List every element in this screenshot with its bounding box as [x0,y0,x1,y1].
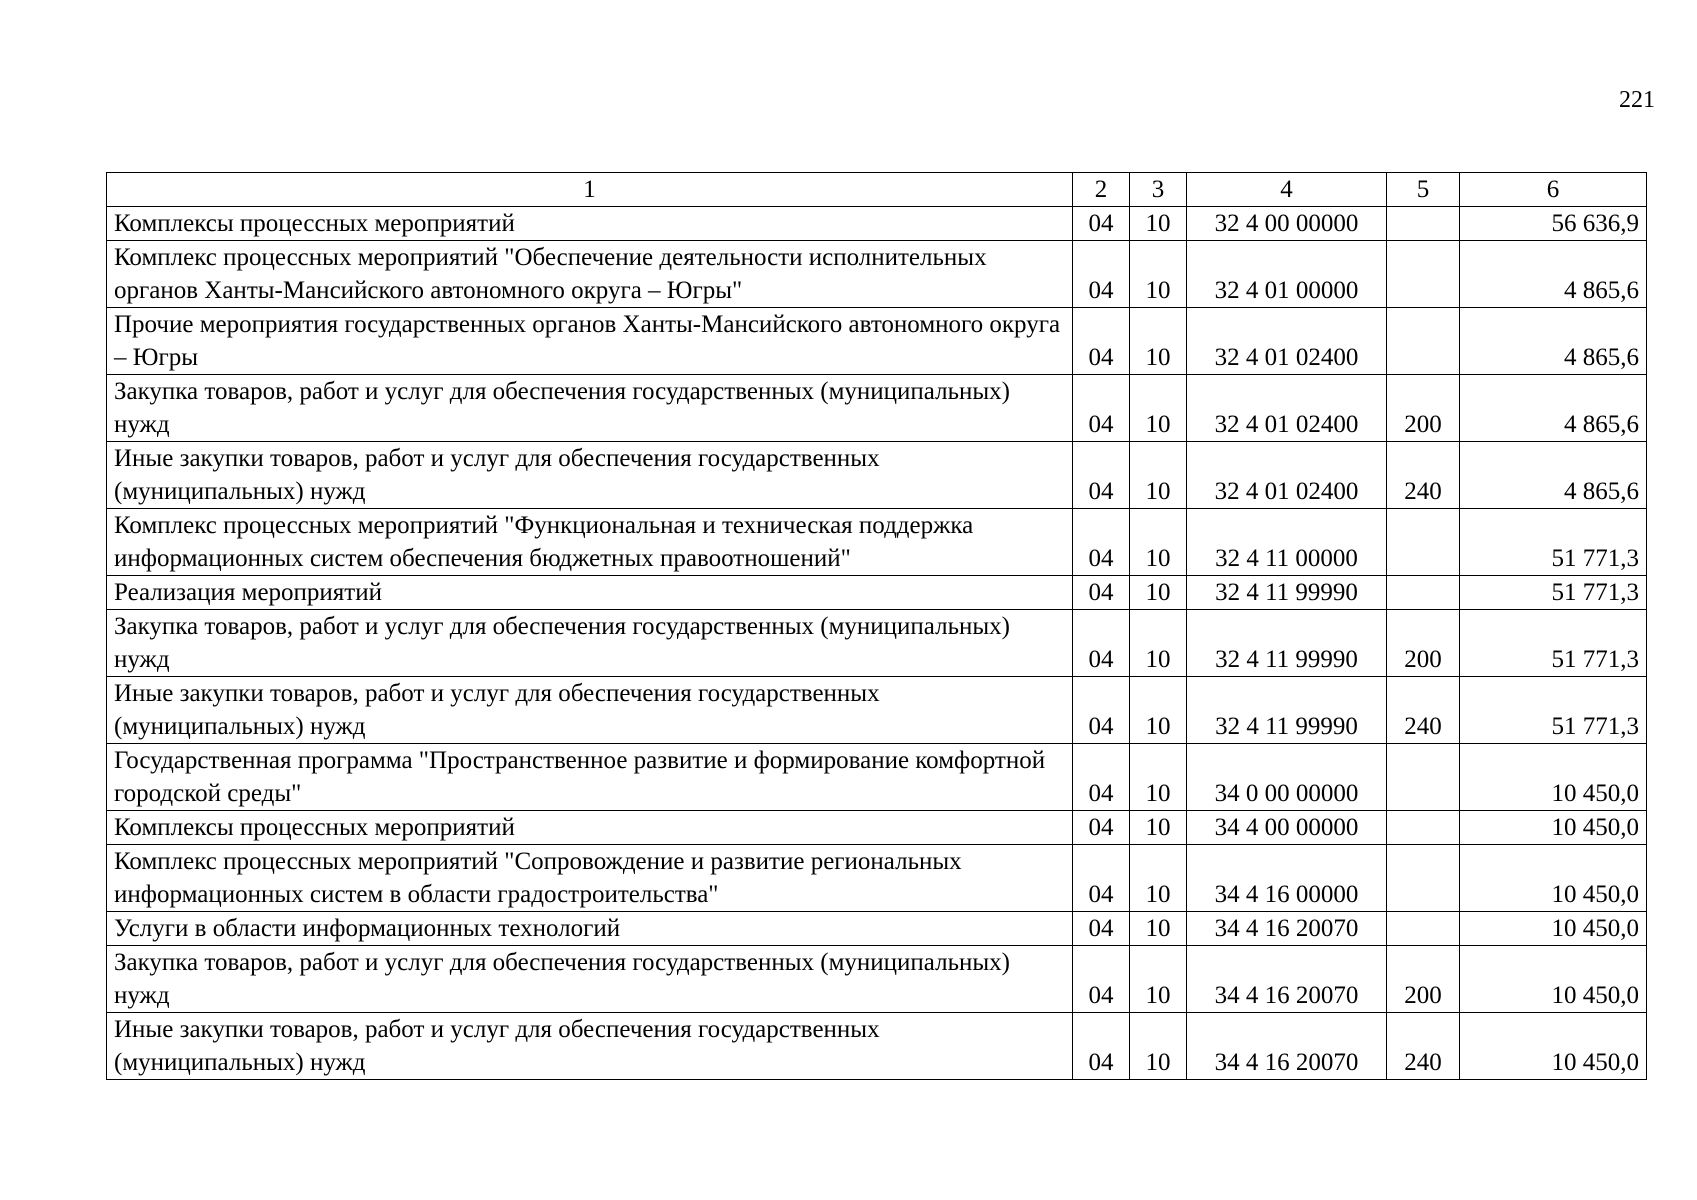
header-col-1: 1 [107,173,1073,207]
row-amount-cell: 51 771,3 [1460,610,1647,677]
row-amount-cell: 56 636,9 [1460,207,1647,241]
row-amount-cell: 10 450,0 [1460,744,1647,811]
table-header [107,173,1647,207]
row-section-cell: 04 [1073,845,1130,912]
row-amount-cell: 10 450,0 [1460,811,1647,845]
table-row [107,442,1647,509]
table-row [107,677,1647,744]
row-target-article-cell: 32 4 11 99990 [1187,576,1387,610]
header-col-3: 3 [1130,173,1187,207]
row-subsection-cell: 10 [1130,442,1187,509]
row-name-cell: Комплекс процессных мероприятий "Сопровождение и развитие региональных информационных систем в области градостроительства" [107,845,1073,912]
row-target-article-cell: 32 4 11 99990 [1187,677,1387,744]
row-name-cell: Комплекс процессных мероприятий "Обеспечение деятельности исполнительных органов Ханты-Мансийского автономного округа – Югры" [107,241,1073,308]
header-col-6: 6 [1460,173,1647,207]
budget-table [106,172,1647,1080]
row-amount-cell: 4 865,6 [1460,442,1647,509]
row-amount-cell: 4 865,6 [1460,241,1647,308]
row-name-cell: Иные закупки товаров, работ и услуг для обеспечения государственных (муниципальных) нужд [107,1013,1073,1080]
row-subsection-cell: 10 [1130,576,1187,610]
row-section-cell: 04 [1073,442,1130,509]
page-number: 221 [1619,87,1655,113]
row-target-article-cell: 34 4 16 20070 [1187,912,1387,946]
row-target-article-cell: 32 4 11 00000 [1187,509,1387,576]
row-section-cell: 04 [1073,946,1130,1013]
row-expense-type-cell: 200 [1387,375,1460,442]
row-expense-type-cell: 240 [1387,1013,1460,1080]
table-row [107,912,1647,946]
header-col-5: 5 [1387,173,1460,207]
row-expense-type-cell [1387,811,1460,845]
row-name-cell: Закупка товаров, работ и услуг для обеспечения государственных (муниципальных) нужд [107,610,1073,677]
table-row [107,610,1647,677]
row-name-cell: Услуги в области информационных технологий [107,912,1073,946]
row-section-cell: 04 [1073,241,1130,308]
row-name-cell: Прочие мероприятия государственных органов Ханты-Мансийского автономного округа – Югры [107,308,1073,375]
row-amount-cell: 51 771,3 [1460,509,1647,576]
row-subsection-cell: 10 [1130,375,1187,442]
header-row [107,173,1647,207]
table-row [107,811,1647,845]
row-amount-cell: 4 865,6 [1460,308,1647,375]
row-subsection-cell: 10 [1130,946,1187,1013]
row-section-cell: 04 [1073,207,1130,241]
row-amount-cell: 10 450,0 [1460,946,1647,1013]
row-name-cell: Иные закупки товаров, работ и услуг для обеспечения государственных (муниципальных) нужд [107,677,1073,744]
row-amount-cell: 10 450,0 [1460,845,1647,912]
table-row [107,241,1647,308]
row-name-cell: Комплекс процессных мероприятий "Функциональная и техническая поддержка информационных систем обеспечения бюджетных правоотношений" [107,509,1073,576]
row-subsection-cell: 10 [1130,509,1187,576]
row-subsection-cell: 10 [1130,677,1187,744]
row-subsection-cell: 10 [1130,811,1187,845]
row-section-cell: 04 [1073,1013,1130,1080]
row-expense-type-cell [1387,744,1460,811]
row-expense-type-cell: 240 [1387,677,1460,744]
row-subsection-cell: 10 [1130,308,1187,375]
table-row [107,375,1647,442]
table-row [107,946,1647,1013]
row-section-cell: 04 [1073,677,1130,744]
row-section-cell: 04 [1073,576,1130,610]
table-body [107,207,1647,1080]
row-name-cell: Реализация мероприятий [107,576,1073,610]
row-amount-cell: 51 771,3 [1460,576,1647,610]
row-section-cell: 04 [1073,509,1130,576]
row-subsection-cell: 10 [1130,207,1187,241]
table-row [107,1013,1647,1080]
table-row [107,845,1647,912]
row-section-cell: 04 [1073,744,1130,811]
table-row [107,576,1647,610]
row-expense-type-cell [1387,241,1460,308]
table-row [107,308,1647,375]
table-row [107,207,1647,241]
row-section-cell: 04 [1073,308,1130,375]
row-section-cell: 04 [1073,375,1130,442]
row-amount-cell: 51 771,3 [1460,677,1647,744]
row-section-cell: 04 [1073,912,1130,946]
row-expense-type-cell: 200 [1387,946,1460,1013]
row-expense-type-cell [1387,576,1460,610]
row-amount-cell: 10 450,0 [1460,912,1647,946]
row-target-article-cell: 34 4 16 00000 [1187,845,1387,912]
row-name-cell: Комплексы процессных мероприятий [107,207,1073,241]
row-expense-type-cell: 200 [1387,610,1460,677]
row-expense-type-cell [1387,207,1460,241]
row-name-cell: Государственная программа "Пространственное развитие и формирование комфортной городской среды" [107,744,1073,811]
row-target-article-cell: 32 4 01 02400 [1187,375,1387,442]
row-target-article-cell: 32 4 01 02400 [1187,308,1387,375]
row-target-article-cell: 34 4 16 20070 [1187,1013,1387,1080]
header-col-4: 4 [1187,173,1387,207]
row-expense-type-cell [1387,509,1460,576]
row-subsection-cell: 10 [1130,241,1187,308]
row-amount-cell: 4 865,6 [1460,375,1647,442]
row-subsection-cell: 10 [1130,845,1187,912]
row-target-article-cell: 34 4 16 20070 [1187,946,1387,1013]
row-name-cell: Закупка товаров, работ и услуг для обеспечения государственных (муниципальных) нужд [107,946,1073,1013]
row-section-cell: 04 [1073,811,1130,845]
row-target-article-cell: 32 4 11 99990 [1187,610,1387,677]
row-amount-cell: 10 450,0 [1460,1013,1647,1080]
row-target-article-cell: 34 4 00 00000 [1187,811,1387,845]
table-row [107,509,1647,576]
row-name-cell: Иные закупки товаров, работ и услуг для обеспечения государственных (муниципальных) нужд [107,442,1073,509]
table-row [107,744,1647,811]
row-target-article-cell: 34 0 00 00000 [1187,744,1387,811]
row-name-cell: Закупка товаров, работ и услуг для обеспечения государственных (муниципальных) нужд [107,375,1073,442]
row-section-cell: 04 [1073,610,1130,677]
row-expense-type-cell [1387,845,1460,912]
row-name-cell: Комплексы процессных мероприятий [107,811,1073,845]
row-target-article-cell: 32 4 01 00000 [1187,241,1387,308]
row-target-article-cell: 32 4 01 02400 [1187,442,1387,509]
header-col-2: 2 [1073,173,1130,207]
row-subsection-cell: 10 [1130,744,1187,811]
row-expense-type-cell [1387,912,1460,946]
row-expense-type-cell: 240 [1387,442,1460,509]
row-expense-type-cell [1387,308,1460,375]
row-subsection-cell: 10 [1130,912,1187,946]
row-subsection-cell: 10 [1130,1013,1187,1080]
row-target-article-cell: 32 4 00 00000 [1187,207,1387,241]
row-subsection-cell: 10 [1130,610,1187,677]
